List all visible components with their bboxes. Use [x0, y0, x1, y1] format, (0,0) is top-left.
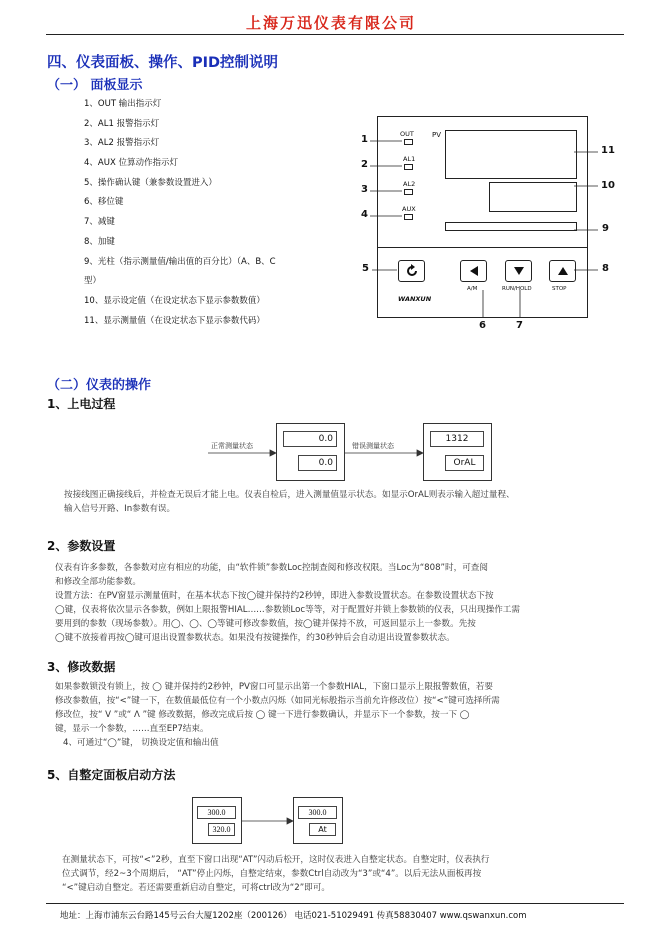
list-item: 2、AL1 报警指示灯 — [84, 118, 160, 129]
error-pv: 1312 — [430, 431, 484, 447]
list-item: 3、AL2 报警指示灯 — [84, 138, 160, 149]
autotune-after-pv: 300.0 — [298, 806, 337, 819]
footer-rule — [46, 903, 624, 904]
normal-pv: 0.0 — [283, 431, 337, 447]
callout-4: 4 — [361, 209, 368, 220]
indicator-al2: AL2 — [403, 180, 416, 188]
list-item: 6、移位键 — [84, 197, 124, 208]
autotune-before-sv: 320.0 — [208, 823, 235, 836]
autotune-before-pv: 300.0 — [197, 806, 236, 819]
modify-data-paragraph: 如果参数锁没有锁上，按 ◯ 键并保持约2秒钟，PV窗口可显示出第一个参数HIAL，下窗口显示上限报警数值，若要 修改参数值，按“<”键一下，在数值最低位有一个小数点闪烁（如同光标般指示当前允许修改位）按“<”键可选择所需 修改位，按“ V ”或“ Λ ”键 修改数据，修改完成后按 ◯ 键一下进行参数确认，并显示下一个参数，按一下 ◯ 键，显示一个参数，……直至EP7结束。 4、可通过“◯”键， 切换设定值和输出值 — [55, 682, 500, 748]
footer-contact: 地址：上海市浦东云台路145号云台大厦1202座（200126） 电话021-51029491 传真58830407 www.qswanxun.com — [60, 911, 527, 921]
param-setting-paragraph: 仪表有许多参数，各参数对应有相应的功能，由“软件锁”参数Loc控制查阅和修改权限。当Loc为“808”时，可查阅 和修改全部功能参数。 设置方法：在PV窗显示测量值时，在基本状态下按◯键并保持约2秒钟，即进入参数设置状态。在参数设置状态下按 ◯键，仪表将依次显示各参数，例如上限报警HIAL……参数锁Loc等等，对于配置好并锁上参数锁的仪表，只出现操作工需 要用到的参数（现场参数）。用◯、◯、◯等键可修改参数值，按◯键并保持不放，可返回显示上一参数。先按 ◯键不放接着再按◯键可退出设置参数状态。如果没有按键操作，约30秒钟后会自动退出设置参数状态。 — [55, 563, 520, 643]
section-title: 四、仪表面板、操作、PID控制说明 — [47, 55, 279, 71]
callout-8: 8 — [602, 263, 609, 274]
flow-label-normal: 正常测量状态 — [211, 442, 253, 450]
callout-2: 2 — [361, 159, 368, 170]
param-setting-title: 2、参数设置 — [47, 539, 116, 553]
power-on-paragraph: 按接线图正确接线后，并检查无误后才能上电。仪表自检后，进入测量值显示状态。如显示OrAL则表示输入超过量程、 输入信号开路、In参数有误。 — [64, 490, 515, 514]
callout-7: 7 — [516, 320, 523, 331]
list-item: 11、显示测量值（在设定状态下显示参数代码） — [84, 315, 265, 326]
autotune-after-display — [293, 797, 343, 844]
autotune-title: 5、自整定面板启动方法 — [47, 768, 176, 782]
company-title: 上海万迅仪表有限公司 — [245, 14, 416, 32]
operation-title: （二）仪表的操作 — [47, 378, 152, 393]
callout-9: 9 — [602, 223, 609, 234]
power-on-title: 1、上电过程 — [47, 397, 116, 411]
brand-logo: WANXUN — [398, 295, 432, 303]
callout-10: 10 — [601, 180, 615, 191]
list-item: 5、操作确认键（兼参数设置进入） — [84, 177, 217, 188]
indicator-al1: AL1 — [403, 155, 416, 163]
callout-6: 6 — [479, 320, 486, 331]
list-item: 7、减键 — [84, 217, 115, 228]
runhold-label: RUN/HOLD — [502, 286, 532, 292]
list-item: 型） — [84, 276, 102, 287]
callout-3: 3 — [361, 184, 368, 195]
list-item: 9、光柱（指示测量值/输出值的百分比）（A、B、C — [84, 256, 276, 267]
flow-label-error: 错误测量状态 — [352, 442, 394, 450]
am-label: A/M — [467, 286, 478, 292]
list-item: 4、AUX 位算动作指示灯 — [84, 158, 178, 169]
error-sv: OrAL — [445, 455, 484, 471]
subsection-title: （一） 面板显示 — [47, 78, 143, 93]
autotune-before-display — [192, 797, 242, 844]
list-item: 8、加键 — [84, 236, 115, 247]
callout-5: 5 — [362, 263, 369, 274]
stop-label: STOP — [552, 286, 567, 292]
callout-1: 1 — [361, 134, 368, 145]
indicator-out: OUT — [400, 130, 414, 138]
autotune-after-sv: At — [309, 823, 336, 836]
list-item: 1、OUT 输出指示灯 — [84, 99, 162, 109]
pv-label: PV — [432, 131, 442, 139]
modify-data-title: 3、修改数据 — [47, 660, 116, 674]
callout-11: 11 — [601, 145, 615, 156]
autotune-paragraph: 在测量状态下，可按“<”2秒，直至下窗口出现“AT”闪动后松开，这时仪表进入自整定状态。自整定时，仪表执行 位式调节，经2~3个周期后， “AT”停止闪烁，自整定结束，参数Ctrl自动改为“3”或“4”。以后无法从面板再按 “<”键启动自整定。若还需要重新启动自整定，可将ctrl改为“2”即可。 — [62, 855, 490, 893]
normal-sv: 0.0 — [298, 455, 337, 471]
list-item: 10、显示设定值（在设定状态下显示参数数值） — [84, 295, 265, 306]
indicator-aux: AUX — [402, 205, 416, 213]
